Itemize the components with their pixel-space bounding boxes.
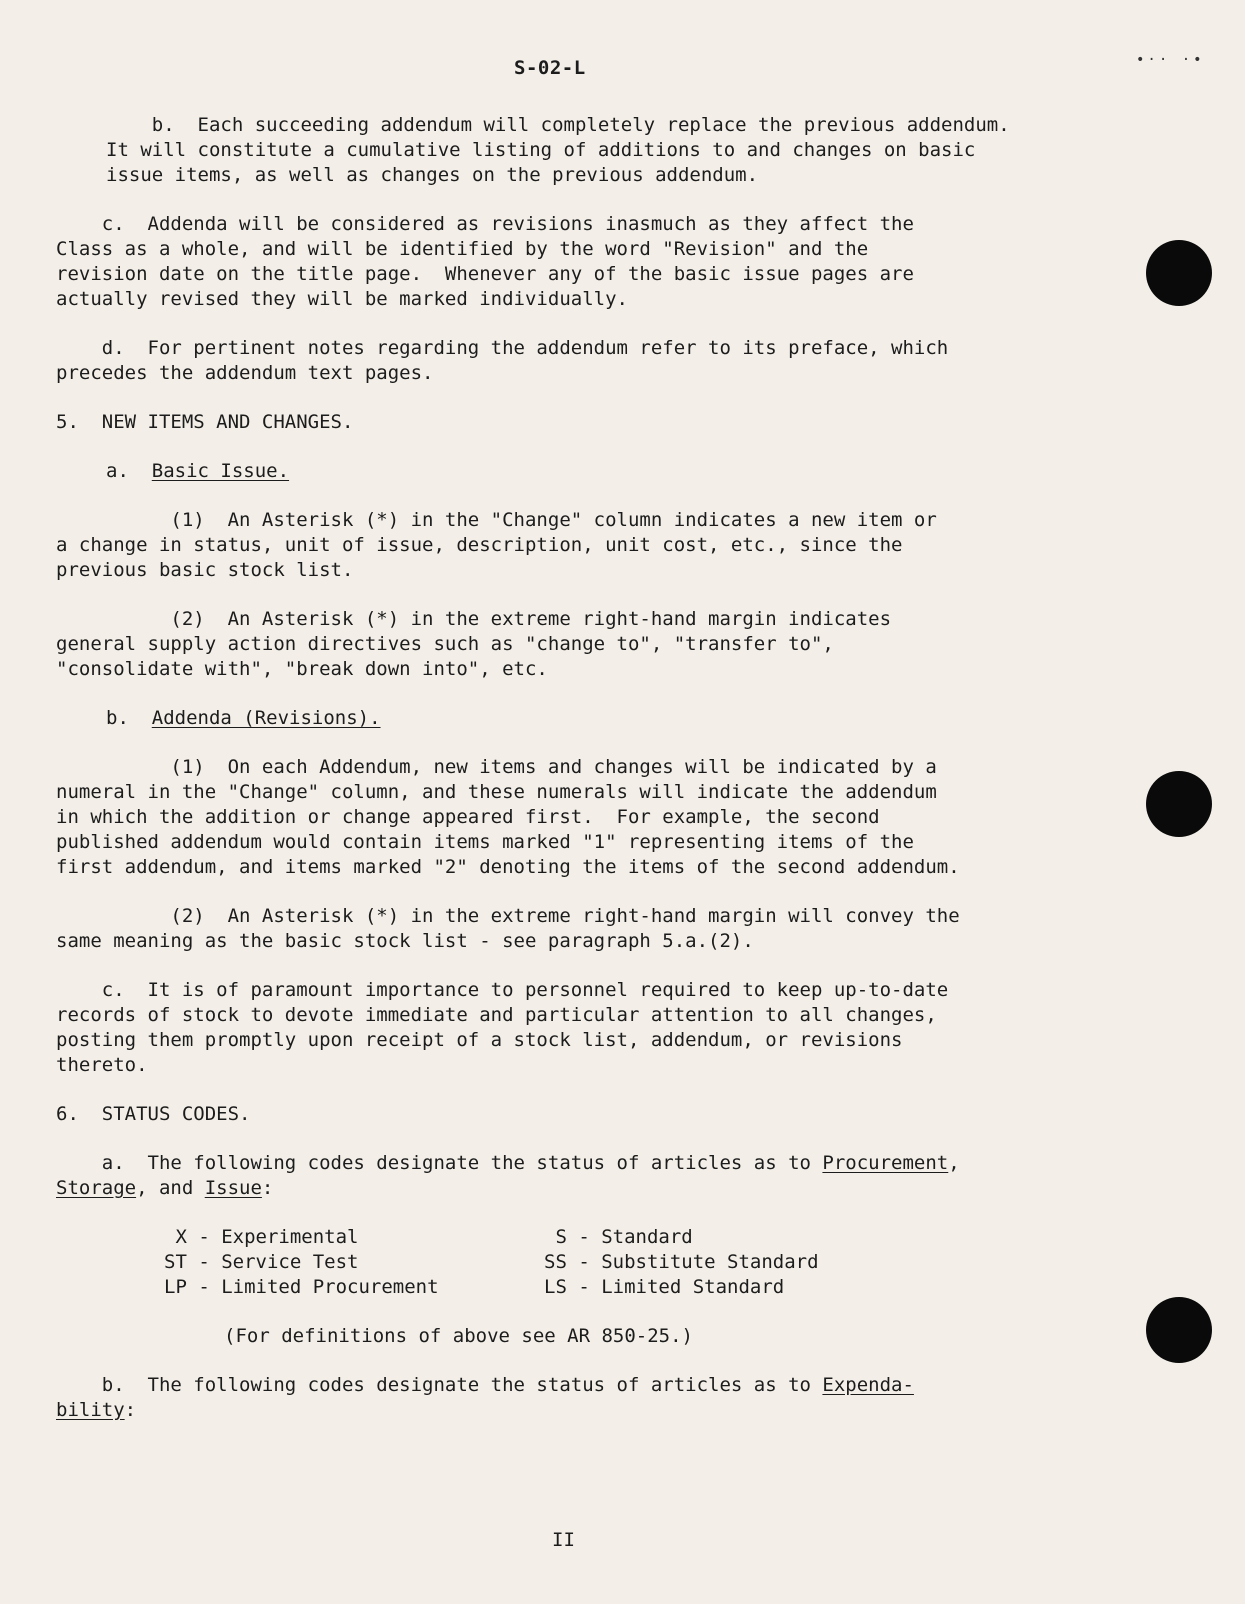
paragraph-4c [56,212,1056,312]
document-body [56,113,1056,1447]
paragraph-6a-colon: : [261,1177,274,1199]
paragraph-4d [56,336,1056,386]
status-code-experimental: X - Experimental [164,1226,359,1248]
paragraph-5b1 [56,755,1056,880]
paragraph-5c-text: c. It is of paramount importance to personnel required to keep up-to-date records of stock to devote immediate and particular attention to all changes, posting them promptly upon receipt of a stock list, addendum, or revisions thereto. [56,979,949,1076]
paragraph-5a2 [56,607,1056,682]
paragraph-5a1-text: (1) An Asterisk (*) in the "Change" column indicates a new item or a change in status, unit of issue, description, unit cost, etc., since the previous basic stock list. [56,509,937,581]
section-5b-heading [56,706,1056,731]
status-code-substitute-standard: SS - Substitute Standard [544,1251,819,1273]
corner-marks: •·· ·• [1136,52,1205,68]
paragraph-6b [56,1373,1056,1423]
section-5b-prefix: b. [106,707,152,729]
status-codes-table [56,1225,1056,1300]
paragraph-4b [56,113,1056,188]
paragraph-6a-lead: a. The following codes designate the status of articles as to [56,1152,823,1174]
page-number: II [552,1529,575,1551]
paragraph-5a2-text: (2) An Asterisk (*) in the extreme right-hand margin indicates general supply action directives such as "change to", "transfer to", "consolidate with", "break down into", etc. [56,608,892,680]
paragraph-6b-colon: : [124,1399,137,1421]
status-code-limited-procurement: LP - Limited Procurement [164,1276,439,1298]
paragraph-6a-and: , and [136,1177,205,1199]
paragraph-4c-text: c. Addenda will be considered as revisions inasmuch as they affect the Class as a whole, and will be identified by the word "Revision" and the revision date on the title page. Whenever any of the basic issue pages are actually revised they will be marked individually. [56,213,914,310]
section-6-heading: 6. STATUS CODES. [56,1103,251,1125]
paragraph-4d-text: d. For pertinent notes regarding the addendum refer to its preface, which precedes the addendum text pages. [56,337,949,384]
term-expendability-part2: bility [56,1399,125,1421]
paragraph-5b1-text: (1) On each Addendum, new items and changes will be indicated by a numeral in the "Change" column, and these numerals will indicate the addendum in which the addition or change appeared first. For example, the second published addendum would contain items marked "1" representing items of the first addendum, and items marked "2" denoting the items of the second addendum. [56,756,960,878]
punch-hole-top [1146,240,1212,306]
paragraph-6a-comma: , [948,1152,960,1174]
definitions-note: (For definitions of above see AR 850-25.) [224,1325,693,1347]
term-issue: Issue [204,1177,262,1199]
term-procurement: Procurement [822,1152,949,1174]
punch-hole-bottom [1146,1297,1212,1363]
term-storage: Storage [56,1177,137,1199]
section-5-heading: 5. NEW ITEMS AND CHANGES. [56,411,354,433]
paragraph-5a1 [56,508,1056,583]
document-id: S-02-L [514,57,586,79]
paragraph-4b-text: b. Each succeeding addendum will completely replace the previous addendum. It will constitute a cumulative listing of additions to and changes on basic issue items, as well as changes on the previous addendum. [106,114,1010,186]
paragraph-5b2-text: (2) An Asterisk (*) in the extreme right-hand margin will convey the same meaning as the basic stock list - see paragraph 5.a.(2). [56,905,960,952]
status-code-limited-standard: LS - Limited Standard [544,1276,785,1298]
paragraph-5b2 [56,904,1056,954]
status-code-service-test: ST - Service Test [164,1251,359,1273]
punch-hole-middle [1146,771,1212,837]
paragraph-6a [56,1151,1056,1201]
section-5a-title: Basic Issue. [151,460,290,482]
section-5a-prefix: a. [106,460,152,482]
term-expendability-part1: Expenda- [822,1374,914,1396]
paragraph-6b-lead: b. The following codes designate the status of articles as to [56,1374,823,1396]
paragraph-5c [56,978,1056,1078]
section-5a-heading [56,459,1056,484]
status-code-standard: S - Standard [544,1226,693,1248]
section-5b-title: Addenda (Revisions). [151,707,381,729]
